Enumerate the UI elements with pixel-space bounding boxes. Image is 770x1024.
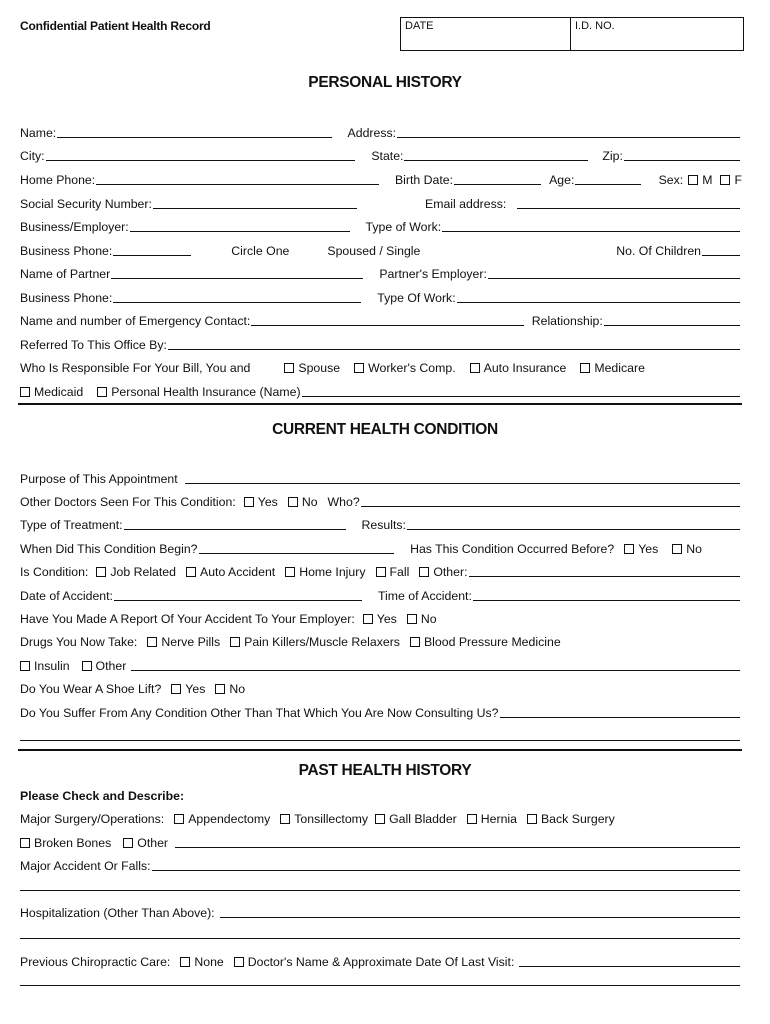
nerve-pills-checkbox[interactable]: Nerve Pills	[147, 635, 220, 649]
who-field[interactable]	[361, 506, 740, 507]
other-surgery-checkbox[interactable]: Other	[123, 836, 168, 850]
address-field[interactable]	[397, 137, 740, 138]
spoused-single-option[interactable]: Spoused / Single	[327, 244, 421, 258]
doctor-name-field[interactable]	[519, 966, 740, 967]
checkbox-icon	[354, 363, 364, 373]
no-children-field[interactable]	[702, 255, 740, 256]
row-suffer-other	[20, 702, 742, 720]
city-label: City:	[20, 149, 45, 163]
blank-answer-line[interactable]	[20, 938, 740, 939]
blank-answer-line[interactable]	[20, 985, 740, 986]
checkbox-icon	[672, 544, 682, 554]
occurred-no-checkbox[interactable]: No	[672, 542, 702, 556]
row-partner	[20, 263, 742, 281]
birth-date-label: Birth Date:	[394, 173, 454, 187]
checkbox-icon	[186, 567, 196, 577]
row-employer-work	[20, 216, 742, 234]
sex-f-checkbox[interactable]: F	[720, 173, 742, 187]
hospitalization-label: Hospitalization (Other Than Above):	[20, 906, 215, 920]
checkbox-icon	[230, 637, 240, 647]
row-drugs	[20, 631, 742, 649]
job-related-checkbox[interactable]: Job Related	[96, 565, 176, 579]
row-responsible	[20, 357, 742, 375]
employer-field[interactable]	[130, 231, 350, 232]
type-of-work-label: Type of Work:	[365, 220, 442, 234]
results-field[interactable]	[407, 529, 740, 530]
appendectomy-checkbox[interactable]: Appendectomy	[174, 812, 270, 826]
date-id-box	[400, 17, 744, 51]
medicare-checkbox[interactable]: Medicare	[580, 361, 645, 375]
insulin-checkbox[interactable]: Insulin	[20, 659, 70, 673]
doctor-name-checkbox[interactable]: Doctor's Name & Approximate Date Of Last Visit:	[234, 955, 515, 969]
checkbox-icon	[280, 814, 290, 824]
other-drug-field[interactable]	[131, 670, 740, 671]
pain-killers-checkbox[interactable]: Pain Killers/Muscle Relaxers	[230, 635, 400, 649]
row-check-describe	[20, 785, 742, 803]
drugs-label: Drugs You Now Take:	[20, 635, 138, 649]
business-phone2-label: Business Phone:	[20, 291, 113, 305]
row-city-state-zip	[20, 145, 742, 163]
checkbox-icon	[288, 497, 298, 507]
row-medicaid-insurance	[20, 381, 742, 399]
checkbox-icon	[174, 814, 184, 824]
email-field[interactable]	[517, 208, 740, 209]
results-label: Results:	[361, 518, 406, 532]
checkbox-icon	[147, 637, 157, 647]
shoe-lift-yes-checkbox[interactable]: Yes	[171, 682, 205, 696]
checkbox-icon	[527, 814, 537, 824]
checkbox-icon	[123, 838, 133, 848]
checkbox-icon	[171, 684, 181, 694]
row-surgery	[20, 808, 742, 826]
row-broken-bones	[20, 832, 742, 850]
home-phone-field[interactable]	[96, 184, 379, 185]
row-insulin-other	[20, 655, 742, 673]
row-is-condition	[20, 561, 742, 579]
checkbox-icon	[375, 814, 385, 824]
checkbox-icon	[467, 814, 477, 824]
circle-one-label: Circle One	[231, 244, 290, 258]
current-health-heading: CURRENT HEALTH CONDITION	[272, 421, 498, 438]
city-field[interactable]	[46, 160, 356, 161]
form-title: Confidential Patient Health Record	[20, 19, 211, 33]
checkbox-icon	[419, 567, 429, 577]
partner-name-field[interactable]	[111, 278, 363, 279]
ssn-label: Social Security Number:	[20, 197, 152, 211]
check-describe-label: Please Check and Describe:	[20, 789, 185, 803]
row-chiro-care	[20, 951, 742, 969]
checkbox-icon	[20, 661, 30, 671]
checkbox-icon	[180, 957, 190, 967]
id-number-label: I.D. NO.	[575, 20, 615, 32]
checkbox-icon	[20, 387, 30, 397]
row-business-phone-marital	[20, 240, 742, 258]
checkbox-icon	[285, 567, 295, 577]
back-surgery-checkbox[interactable]: Back Surgery	[527, 812, 615, 826]
no-children-label: No. Of Children	[616, 244, 701, 258]
row-accident-falls	[20, 855, 742, 873]
row-phone-birth	[20, 169, 742, 187]
checkbox-icon	[363, 614, 373, 624]
age-label: Age:	[549, 173, 575, 187]
checkbox-icon	[234, 957, 244, 967]
sex-label: Sex:	[658, 173, 684, 187]
checkbox-icon	[20, 838, 30, 848]
date-label: DATE	[405, 20, 434, 32]
type-of-work2-label: Type Of Work:	[377, 291, 456, 305]
partner-name-label: Name of Partner	[20, 267, 111, 281]
row-shoe-lift	[20, 678, 742, 696]
row-other-doctors	[20, 491, 742, 509]
report-employer-label: Have You Made A Report Of Your Accident To Your Employer:	[20, 612, 355, 626]
id-number-field[interactable]	[571, 18, 743, 50]
state-field[interactable]	[404, 160, 588, 161]
purpose-field[interactable]	[185, 483, 740, 484]
relationship-label: Relationship:	[531, 314, 603, 328]
accident-falls-field[interactable]	[152, 870, 740, 871]
row-treatment	[20, 514, 742, 532]
checkbox-icon	[244, 497, 254, 507]
row-ssn-email	[20, 193, 742, 211]
blank-answer-line[interactable]	[20, 890, 740, 891]
row-date-time-accident	[20, 585, 742, 603]
row-emergency	[20, 310, 742, 328]
emergency-contact-field[interactable]	[251, 325, 523, 326]
row-referred	[20, 334, 742, 352]
occurred-before-label: Has This Condition Occurred Before?	[410, 542, 615, 556]
checkbox-icon	[720, 175, 730, 185]
checkbox-icon	[407, 614, 417, 624]
checkbox-icon	[580, 363, 590, 373]
chiro-none-checkbox[interactable]: None	[180, 955, 223, 969]
checkbox-icon	[97, 387, 107, 397]
row-when-begin	[20, 538, 742, 556]
date-field[interactable]	[401, 18, 571, 50]
business-phone-field[interactable]	[113, 255, 191, 256]
shoe-lift-no-checkbox[interactable]: No	[215, 682, 245, 696]
relationship-field[interactable]	[604, 325, 740, 326]
date-accident-field[interactable]	[114, 600, 362, 601]
other-condition-checkbox[interactable]: Other:	[419, 565, 467, 579]
other-doctors-yes-checkbox[interactable]: Yes	[244, 495, 278, 509]
time-accident-label: Time of Accident:	[378, 589, 472, 603]
chiro-care-label: Previous Chiropractic Care:	[20, 955, 171, 969]
ssn-field[interactable]	[153, 208, 357, 209]
treatment-label: Type of Treatment:	[20, 518, 123, 532]
zip-label: Zip:	[602, 149, 623, 163]
other-surgery-field[interactable]	[175, 847, 740, 848]
referred-label: Referred To This Office By:	[20, 338, 167, 352]
checkbox-icon	[410, 637, 420, 647]
responsible-label: Who Is Responsible For Your Bill, You and	[20, 361, 251, 375]
referred-field[interactable]	[168, 349, 740, 350]
auto-accident-checkbox[interactable]: Auto Accident	[186, 565, 275, 579]
purpose-label: Purpose of This Appointment	[20, 472, 178, 486]
business-phone2-field[interactable]	[113, 302, 361, 303]
row-report-employer	[20, 608, 742, 626]
home-injury-checkbox[interactable]: Home Injury	[285, 565, 365, 579]
other-condition-field[interactable]	[469, 576, 741, 577]
blood-pressure-checkbox[interactable]: Blood Pressure Medicine	[410, 635, 561, 649]
gall-bladder-checkbox[interactable]: Gall Bladder	[375, 812, 457, 826]
employer-label: Business/Employer:	[20, 220, 129, 234]
auto-insurance-checkbox[interactable]: Auto Insurance	[470, 361, 567, 375]
medicaid-checkbox[interactable]: Medicaid	[20, 385, 83, 399]
is-condition-label: Is Condition:	[20, 565, 89, 579]
section-divider	[18, 403, 742, 405]
birth-date-field[interactable]	[454, 184, 541, 185]
personal-insurance-field[interactable]	[302, 396, 740, 397]
personal-insurance-checkbox[interactable]: Personal Health Insurance (Name)	[97, 385, 300, 399]
age-field[interactable]	[575, 184, 640, 185]
date-accident-label: Date of Accident:	[20, 589, 113, 603]
other-doctors-no-checkbox[interactable]: No	[288, 495, 318, 509]
type-of-work-field[interactable]	[442, 231, 740, 232]
checkbox-icon	[688, 175, 698, 185]
section-divider	[18, 749, 742, 751]
hernia-checkbox[interactable]: Hernia	[467, 812, 517, 826]
surgery-label: Major Surgery/Operations:	[20, 812, 165, 826]
partner-employer-label: Partner's Employer:	[379, 267, 487, 281]
suffer-other-label: Do You Suffer From Any Condition Other Than That Which You Are Now Consulting Us?	[20, 706, 499, 720]
shoe-lift-label: Do You Wear A Shoe Lift?	[20, 682, 162, 696]
state-label: State:	[371, 149, 404, 163]
report-yes-checkbox[interactable]: Yes	[363, 612, 397, 626]
home-phone-label: Home Phone:	[20, 173, 96, 187]
who-label: Who?	[327, 495, 360, 509]
workers-comp-checkbox[interactable]: Worker's Comp.	[354, 361, 456, 375]
zip-field[interactable]	[624, 160, 740, 161]
partner-employer-field[interactable]	[488, 278, 740, 279]
other-doctors-label: Other Doctors Seen For This Condition:	[20, 495, 236, 509]
row-name-address	[20, 122, 742, 140]
name-label: Name:	[20, 126, 57, 140]
row-business-phone2	[20, 287, 742, 305]
sex-m-checkbox[interactable]: M	[688, 173, 712, 187]
accident-falls-label: Major Accident Or Falls:	[20, 859, 151, 873]
checkbox-icon	[215, 684, 225, 694]
email-label: Email address:	[425, 197, 507, 211]
emergency-contact-label: Name and number of Emergency Contact:	[20, 314, 251, 328]
address-label: Address:	[347, 126, 397, 140]
type-of-work2-field[interactable]	[457, 302, 740, 303]
tonsillectomy-checkbox[interactable]: Tonsillectomy	[280, 812, 368, 826]
checkbox-icon	[376, 567, 386, 577]
checkbox-icon	[82, 661, 92, 671]
fall-checkbox[interactable]: Fall	[376, 565, 410, 579]
suffer-other-field[interactable]	[500, 717, 741, 718]
report-no-checkbox[interactable]: No	[407, 612, 437, 626]
name-field[interactable]	[57, 137, 331, 138]
when-begin-field[interactable]	[199, 553, 395, 554]
personal-history-heading: PERSONAL HISTORY	[308, 74, 462, 91]
row-purpose	[20, 468, 742, 486]
spouse-checkbox[interactable]: Spouse	[284, 361, 340, 375]
checkbox-icon	[470, 363, 480, 373]
row-hospitalization	[20, 902, 742, 920]
blank-answer-line[interactable]	[20, 740, 740, 741]
occurred-yes-checkbox[interactable]: Yes	[624, 542, 658, 556]
broken-bones-checkbox[interactable]: Broken Bones	[20, 836, 111, 850]
checkbox-icon	[284, 363, 294, 373]
time-accident-field[interactable]	[473, 600, 740, 601]
past-health-heading: PAST HEALTH HISTORY	[298, 762, 472, 779]
checkbox-icon	[624, 544, 634, 554]
hospitalization-field[interactable]	[220, 917, 740, 918]
treatment-field[interactable]	[124, 529, 346, 530]
when-begin-label: When Did This Condition Begin?	[20, 542, 198, 556]
checkbox-icon	[96, 567, 106, 577]
other-drug-checkbox[interactable]: Other	[82, 659, 127, 673]
business-phone-label: Business Phone:	[20, 244, 113, 258]
